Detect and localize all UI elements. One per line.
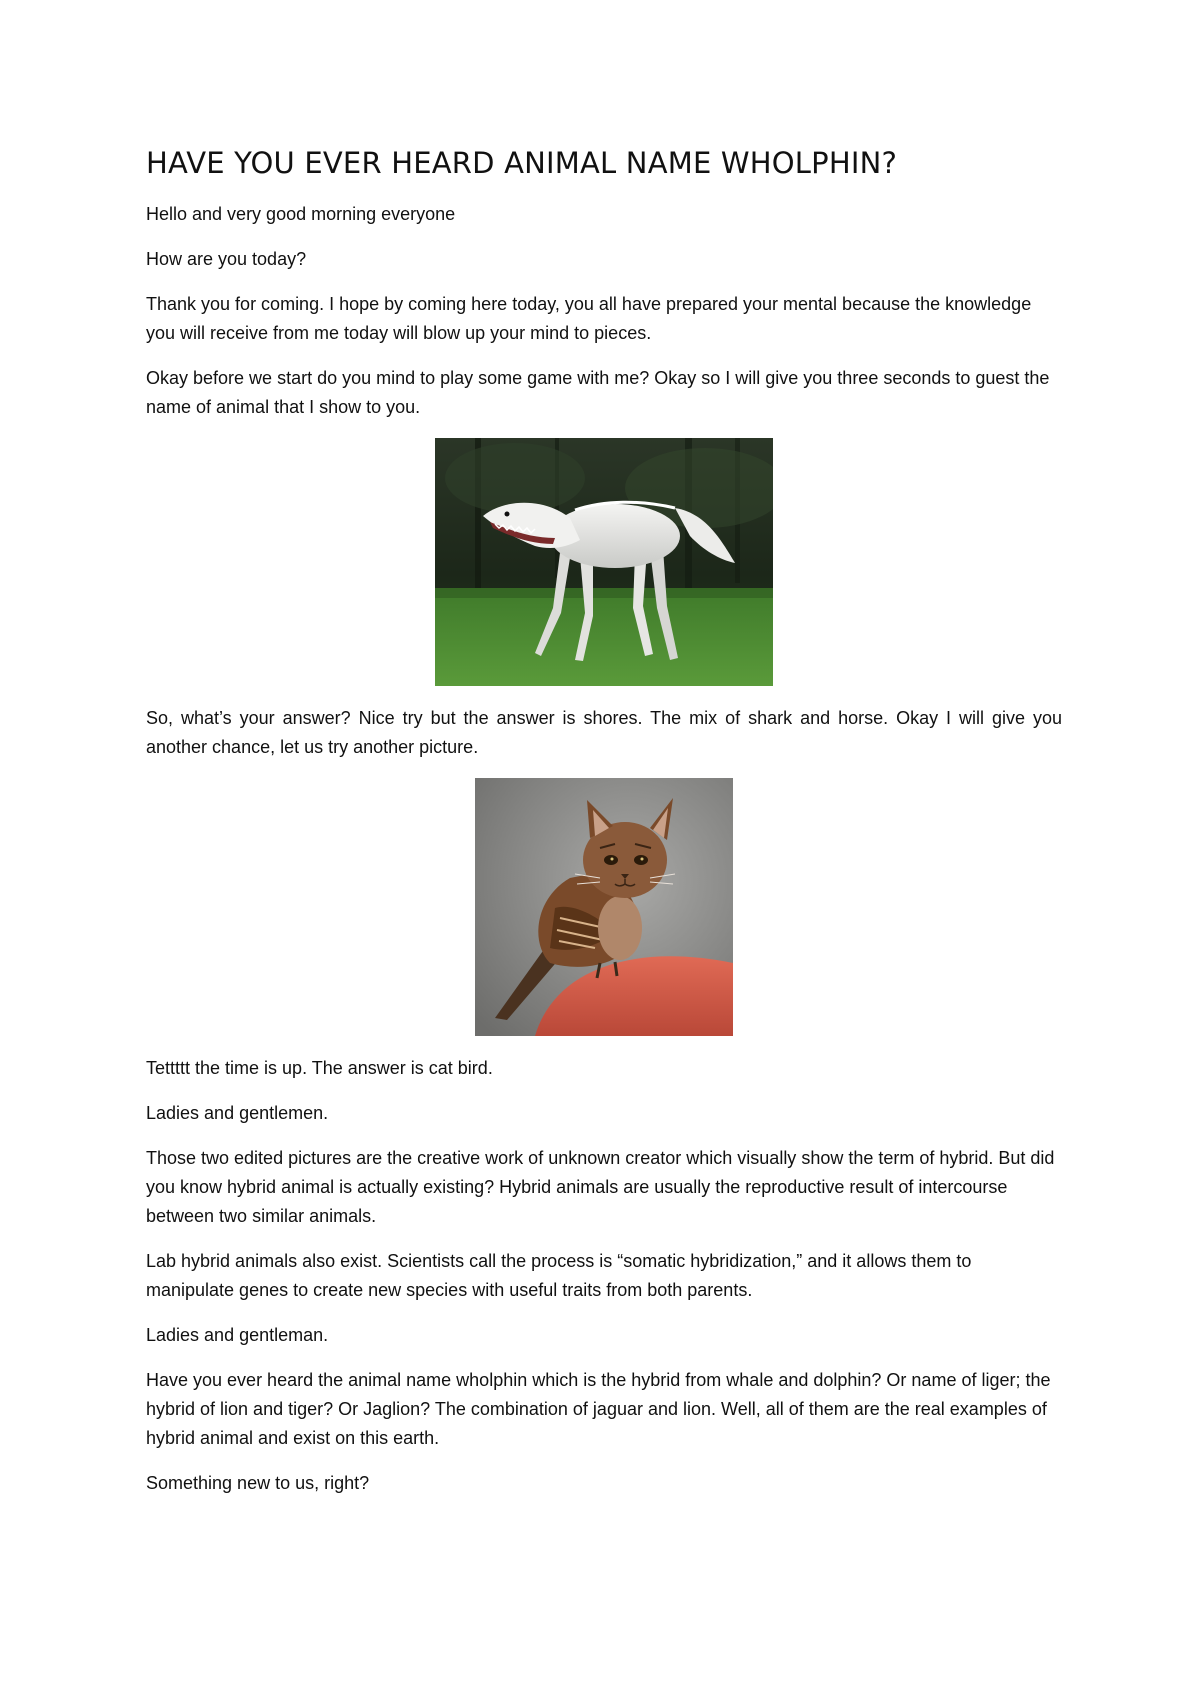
paragraph-ladies-gentlemen-2: Ladies and gentleman. (146, 1325, 329, 1345)
paragraph-game-intro: Okay before we start do you mind to play some game with me? Okay so I will give you three seconds to guest the name of animal that I show to you. (146, 368, 1050, 417)
cat-bird-image (475, 778, 733, 1036)
paragraph-closing-question: Something new to us, right? (146, 1473, 370, 1493)
paragraph-hybrid-intro: Those two edited pictures are the creative work of unknown creator which visually show the term of hybrid. But did you know hybrid animal is actually existing? Hybrid animals are usually the reproductive result of intercourse between two similar animals. (146, 1148, 1055, 1226)
cat-bird-illustration (475, 778, 733, 1036)
paragraph-second-answer: Tettttt the time is up. The answer is cat bird. (146, 1058, 493, 1078)
paragraph-thank-you: Thank you for coming. I hope by coming here today, you all have prepared your mental because the knowledge you will receive from me today will blow up your mind to pieces. (146, 294, 1032, 343)
paragraph-how-are-you: How are you today? (146, 249, 307, 269)
paragraph-greeting: Hello and very good morning everyone (146, 204, 456, 224)
paragraph-ladies-gentlemen-1: Ladies and gentlemen. (146, 1103, 329, 1123)
paragraph-lab-hybrids: Lab hybrid animals also exist. Scientists call the process is “somatic hybridization,” and it allows them to manipulate genes to create new species with useful traits from both parents. (146, 1251, 972, 1300)
paragraph-first-answer: So, what’s your answer? Nice try but the answer is shores. The mix of shark and horse. Okay I will give you another chance, let us try another picture. (146, 708, 1062, 757)
paragraph-real-hybrids: Have you ever heard the animal name wholphin which is the hybrid from whale and dolphin? Or name of liger; the hybrid of lion and tiger? Or Jaglion? The combination of jaguar and lion. Well, all of them are the real examples of hybrid animal and exist on this earth. (146, 1370, 1051, 1448)
shark-horse-illustration (435, 438, 773, 686)
document-title: HAVE YOU EVER HEARD ANIMAL NAME WHOLPHIN? (146, 146, 898, 180)
shark-horse-image (435, 438, 773, 686)
document-body (146, 142, 1062, 1514)
